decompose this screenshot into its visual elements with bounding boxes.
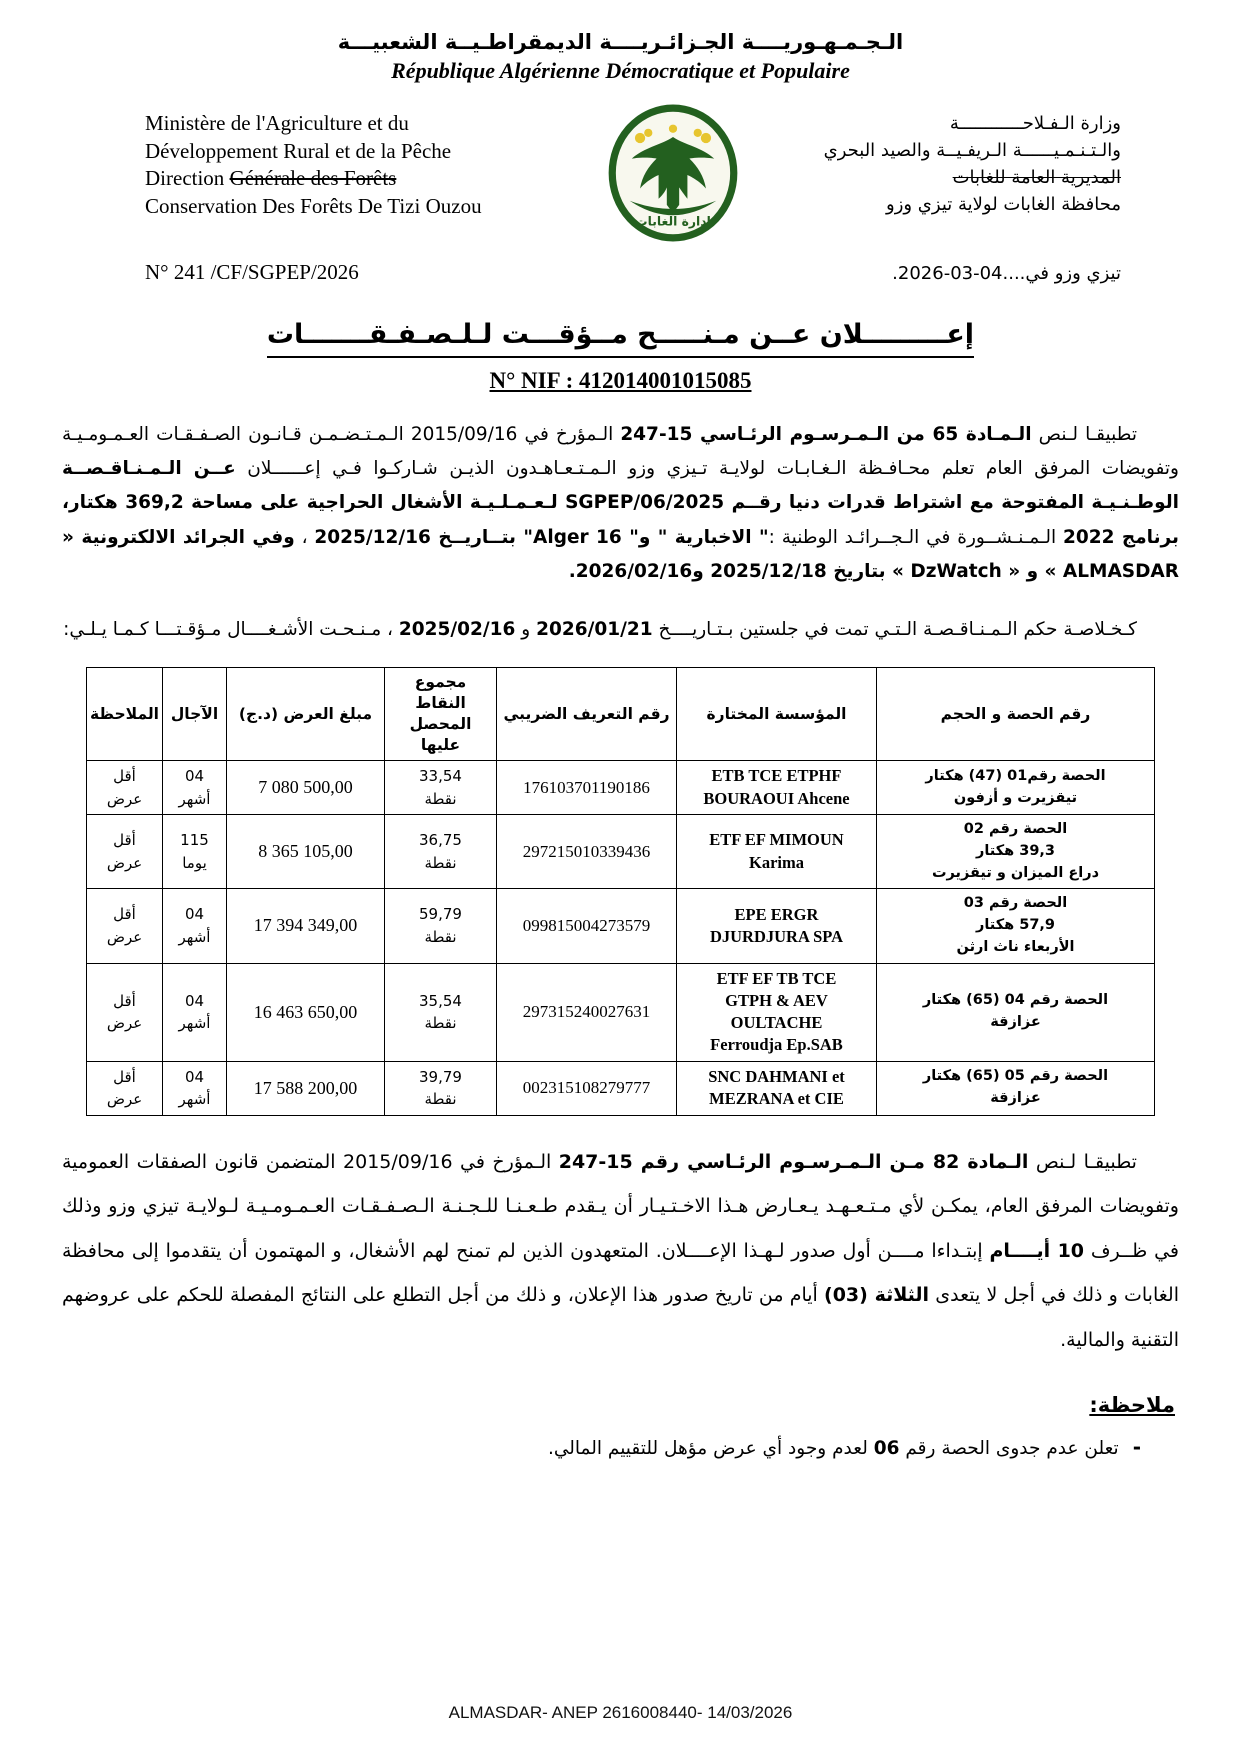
bullet-dash: - (1132, 1434, 1141, 1459)
forest-administration-logo (598, 104, 748, 242)
company-cell: SNC DAHMANI et MEZRANA et CIE (677, 1061, 877, 1115)
company-cell: ETF EF MIMOUN Karima (677, 815, 877, 889)
amount-cell: 17 588 200,00 (227, 1061, 385, 1115)
ministry-line-ar: والـتـنـمـيــــــة الـريفـيــة والصيد البحري (823, 140, 1121, 161)
ministry-block-french (145, 110, 555, 221)
table-row (87, 1061, 1155, 1115)
reference-row (145, 260, 1121, 285)
tax-id-cell: 176103701190186 (497, 761, 677, 815)
note-cell: أقل عرض (87, 963, 163, 1061)
tax-id-cell: 297315240027631 (497, 963, 677, 1061)
note-cell: أقل عرض (87, 889, 163, 963)
note-cell: أقل عرض (87, 761, 163, 815)
ministry-block-arabic (791, 110, 1121, 218)
ministry-line-ar: وزارة الـفـلاحــــــــــــة (949, 113, 1121, 134)
emblem-caption: إدارة الغابات (635, 214, 711, 229)
col-header-amount: مبلغ العرض (د.ج) (227, 668, 385, 761)
delay-cell: 04 أشهر (163, 963, 227, 1061)
lot-cell: الحصة رقم 05 (65) هكتار عزازقة (877, 1061, 1155, 1115)
col-header-tax-id: رقم التعريف الضريبي (497, 668, 677, 761)
table-row (87, 761, 1155, 815)
lot-cell: الحصة رقم01 (47) هكتار تيقزيرت و أزفون (877, 761, 1155, 815)
col-header-lot: رقم الحصة و الحجم (877, 668, 1155, 761)
company-cell: ETF EF TB TCE GTPH & AEV OULTACHE Ferroudja Ep.SAB (677, 963, 877, 1061)
letterhead (145, 110, 1121, 242)
points-cell: 36,75 نقطة (385, 815, 497, 889)
note-cell: أقل عرض (87, 815, 163, 889)
emblem-icon (607, 104, 739, 242)
col-header-note: الملاحظة (87, 668, 163, 761)
intro-paragraph: تطبيقـا لـنص الـمـادة 65 من الـمـرسـوم الرئـاسي 15‏-‏247 الـمؤرخ في 2015/09/16 الـمـتـضـمـن قـانـون الصـفـقـات العـمـومـيـة وتفويضات المرفق العام تعلم محـافـظة الـغـابـات لولايـة تـيزي وزو الـمـتـعـاهـدون الذيـن شـاركـوا فـي إعــــــلان عــن الـمـنـاقـصــة الوطـنـيـة المفتوحة مع اشتراط قدرات دنيا رقــم 2025/SGPEP/06 لـعـمـلـيـة الأشغال الحراجية على مساحة 369,2 هكتار، برنامج 2022 الـمـنـشــورة في الـجــرائـد الوطنية :" الاخبارية " و" Alger 16" بتــاريــخ 2025/12/16 ، وفي الجرائد الالكترونية « ALMASDAR » و « DzWatch » بتاريخ 2025/12/18 و2026/02/16. (62, 424, 1179, 582)
note-text: تعلن عدم جدوى الحصة رقم 06 لعدم وجود أي عرض مؤهل للتقييم المالي. (547, 1437, 1119, 1459)
col-header-points: مجموع النقاط المحصل عليها (385, 668, 497, 761)
points-cell: 33,54 نقطة (385, 761, 497, 815)
note-heading: ملاحظة: (1089, 1392, 1175, 1417)
ministry-line-fr: Direction Générale des Forêts (145, 166, 397, 191)
delay-cell: 115 يوما (163, 815, 227, 889)
table-row (87, 815, 1155, 889)
appeal-paragraph: تطبيقـا لـنص الـمادة 82 مـن الـمـرسـوم الرئـاسي رقم 15‏-‏247 الـمؤرخ في 2015/09/16 المتضمن قانون الصفقات العمومية وتفويضات المرفق العام، يمكـن لأي مـتـعـهـد يـعـارض هـذا الاخـتـيـار أن يـقدم طـعـنـا للـجـنـة الـصـفـقـات العـمـومـيـة لـولايـة تيزي وزو وذلك في ظــرف 10 أيــــام إبتـداءا مــــن أول صدور لـهـذا الإعــــلان. المتعهدون الذين لم تمنح لهم الأشغال، و المهتمون أن يتقدموا إلى محافظة الغابات و ذلك في أجل لا يتعدى الثلاثة (03) أيام من تاريخ صدور هذا الإعلان، و ذلك من أجل التطلع على النتائج المفصلة للحكم على عروضهم التقنية والمالية. (62, 1150, 1179, 1352)
ministry-line-fr: Développement Rural et de la Pêche (145, 138, 452, 163)
col-header-delay: الآجال (163, 668, 227, 761)
points-cell: 39,79 نقطة (385, 1061, 497, 1115)
points-cell: 35,54 نقطة (385, 963, 497, 1061)
tax-id-cell: 099815004273579 (497, 889, 677, 963)
footer-publication-line: ALMASDAR- ANEP 2616008440- 14/03/2026 (448, 1703, 793, 1722)
amount-cell: 17 394 349,00 (227, 889, 385, 963)
republic-name-french: République Algérienne Démocratique et Populaire (391, 58, 850, 83)
note-cell: أقل عرض (87, 1061, 163, 1115)
nif-number: N° NIF : 412014001015085 (489, 368, 752, 393)
company-cell: ETB TCE ETPHF BOURAOUI Ahcene (677, 761, 877, 815)
amount-cell: 8 365 105,00 (227, 815, 385, 889)
points-cell: 59,79 نقطة (385, 889, 497, 963)
announcement-title: إعـــــــــلان عــن مـنـــــح مــؤقـــت لـلـصـفـقـــــــات (0, 319, 1241, 358)
delay-cell: 04 أشهر (163, 1061, 227, 1115)
lot-cell: الحصة رقم 02 39,3 هكتار دراع الميزان و تيقزيرت (877, 815, 1155, 889)
table-row (87, 889, 1155, 963)
republic-name-arabic: الـجـمـهـوريــــة الجـزائـريــــة الديمقراطـيــة الشعبيـــة (337, 30, 904, 54)
ministry-line-ar: محافظة الغابات لولاية تيزي وزو (886, 194, 1121, 215)
note-item (62, 1435, 1141, 1459)
delay-cell: 04 أشهر (163, 889, 227, 963)
sessions-paragraph: كـخـلاصـة حكم الـمـنـاقـصـة الـتـي تمت في جلستين بـتـاريــــخ 2026/01/21 و 2025/02/16 ، مـنـحـت الأشـغــــال مـؤقـتـــا كـمـا يـلـي: (63, 619, 1137, 641)
tax-id-cell: 297215010339436 (497, 815, 677, 889)
date-line: تيزي وزو في....04-03-2026. (892, 263, 1121, 284)
table-header-row (87, 668, 1155, 761)
tax-id-cell: 002315108279777 (497, 1061, 677, 1115)
company-cell: EPE ERGR DJURDJURA SPA (677, 889, 877, 963)
col-header-company: المؤسسة المختارة (677, 668, 877, 761)
amount-cell: 16 463 650,00 (227, 963, 385, 1061)
reference-number: N° 241 /CF/SGPEP/2026 (145, 260, 359, 284)
table-row (87, 963, 1155, 1061)
delay-cell: 04 أشهر (163, 761, 227, 815)
ministry-line-ar: المديرية العامة للغابات (952, 167, 1121, 188)
lot-cell: الحصة رقم 03 57,9 هكتار الأربعاء ناث ارثن (877, 889, 1155, 963)
lot-cell: الحصة رقم 04 (65) هكتار عزازقة (877, 963, 1155, 1061)
ministry-line-fr: Conservation Des Forêts De Tizi Ouzou (145, 194, 482, 219)
amount-cell: 7 080 500,00 (227, 761, 385, 815)
awards-table (86, 667, 1155, 1115)
ministry-line-fr: Ministère de l'Agriculture et du (145, 111, 409, 135)
